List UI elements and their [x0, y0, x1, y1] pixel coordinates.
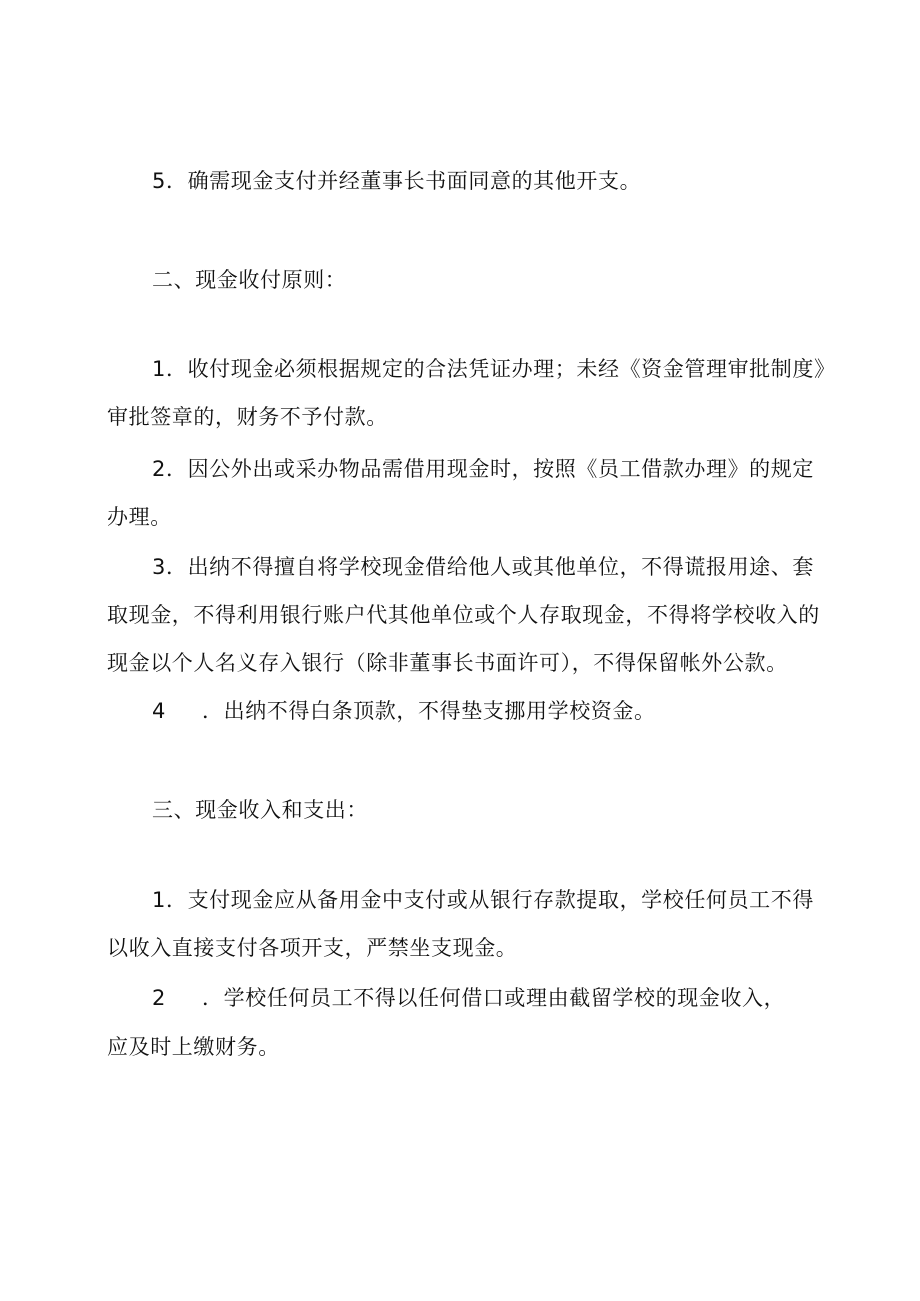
s3-item-1-line-1 [152, 886, 814, 914]
item-5 [152, 167, 641, 195]
item-number: 4 [152, 699, 166, 723]
section-heading-2: 二、现金收付原则： [152, 268, 347, 292]
item-text: ．确需现金支付并经董事长书面同意的其他开支。 [165, 169, 642, 193]
item-text: ．出纳不得擅自将学校现金借给他人或其他单位，不得谎报用途、套 [165, 555, 814, 579]
s3-item-1-line-2: 以收入直接支付各项开支，严禁坐支现金。 [107, 936, 518, 960]
s2-item-4 [152, 697, 656, 725]
item-number: 1 [152, 888, 166, 912]
item-number: 2 [152, 457, 166, 481]
item-text: ．收付现金必须根据规定的合法凭证办理；未经《资金管理审批制度》 [165, 357, 836, 381]
item-number: 2 [152, 986, 166, 1010]
s3-item-2-line-2: 应及时上缴财务。 [107, 1035, 280, 1059]
item-text: ．出纳不得白条顶款，不得垫支挪用学校资金。 [202, 699, 656, 723]
s3-item-2-line-1 [152, 984, 785, 1012]
s2-item-3-line-1 [152, 553, 814, 581]
item-text: ．因公外出或采办物品需借用现金时，按照《员工借款办理》的规定 [165, 457, 814, 481]
s2-item-3-line-3: 现金以个人名义存入银行（除非董事长书面许可），不得保留帐外公款。 [107, 651, 788, 675]
item-text: ．学校任何员工不得以任何借口或理由截留学校的现金收入， [202, 986, 786, 1010]
s2-item-3-line-2: 取现金，不得利用银行账户代其他单位或个人存取现金，不得将学校收入的 [107, 603, 820, 627]
s2-item-2-line-2: 办理。 [107, 505, 172, 529]
item-number: 1 [152, 357, 166, 381]
s2-item-1-line-2: 审批签章的，财务不予付款。 [107, 405, 388, 429]
item-text: ．支付现金应从备用金中支付或从银行存款提取，学校任何员工不得 [165, 888, 814, 912]
item-number: 5 [152, 169, 166, 193]
s2-item-1-line-1 [152, 355, 836, 383]
section-heading-3: 三、现金收入和支出： [152, 798, 368, 822]
s2-item-2-line-1 [152, 455, 814, 483]
item-number: 3 [152, 555, 166, 579]
